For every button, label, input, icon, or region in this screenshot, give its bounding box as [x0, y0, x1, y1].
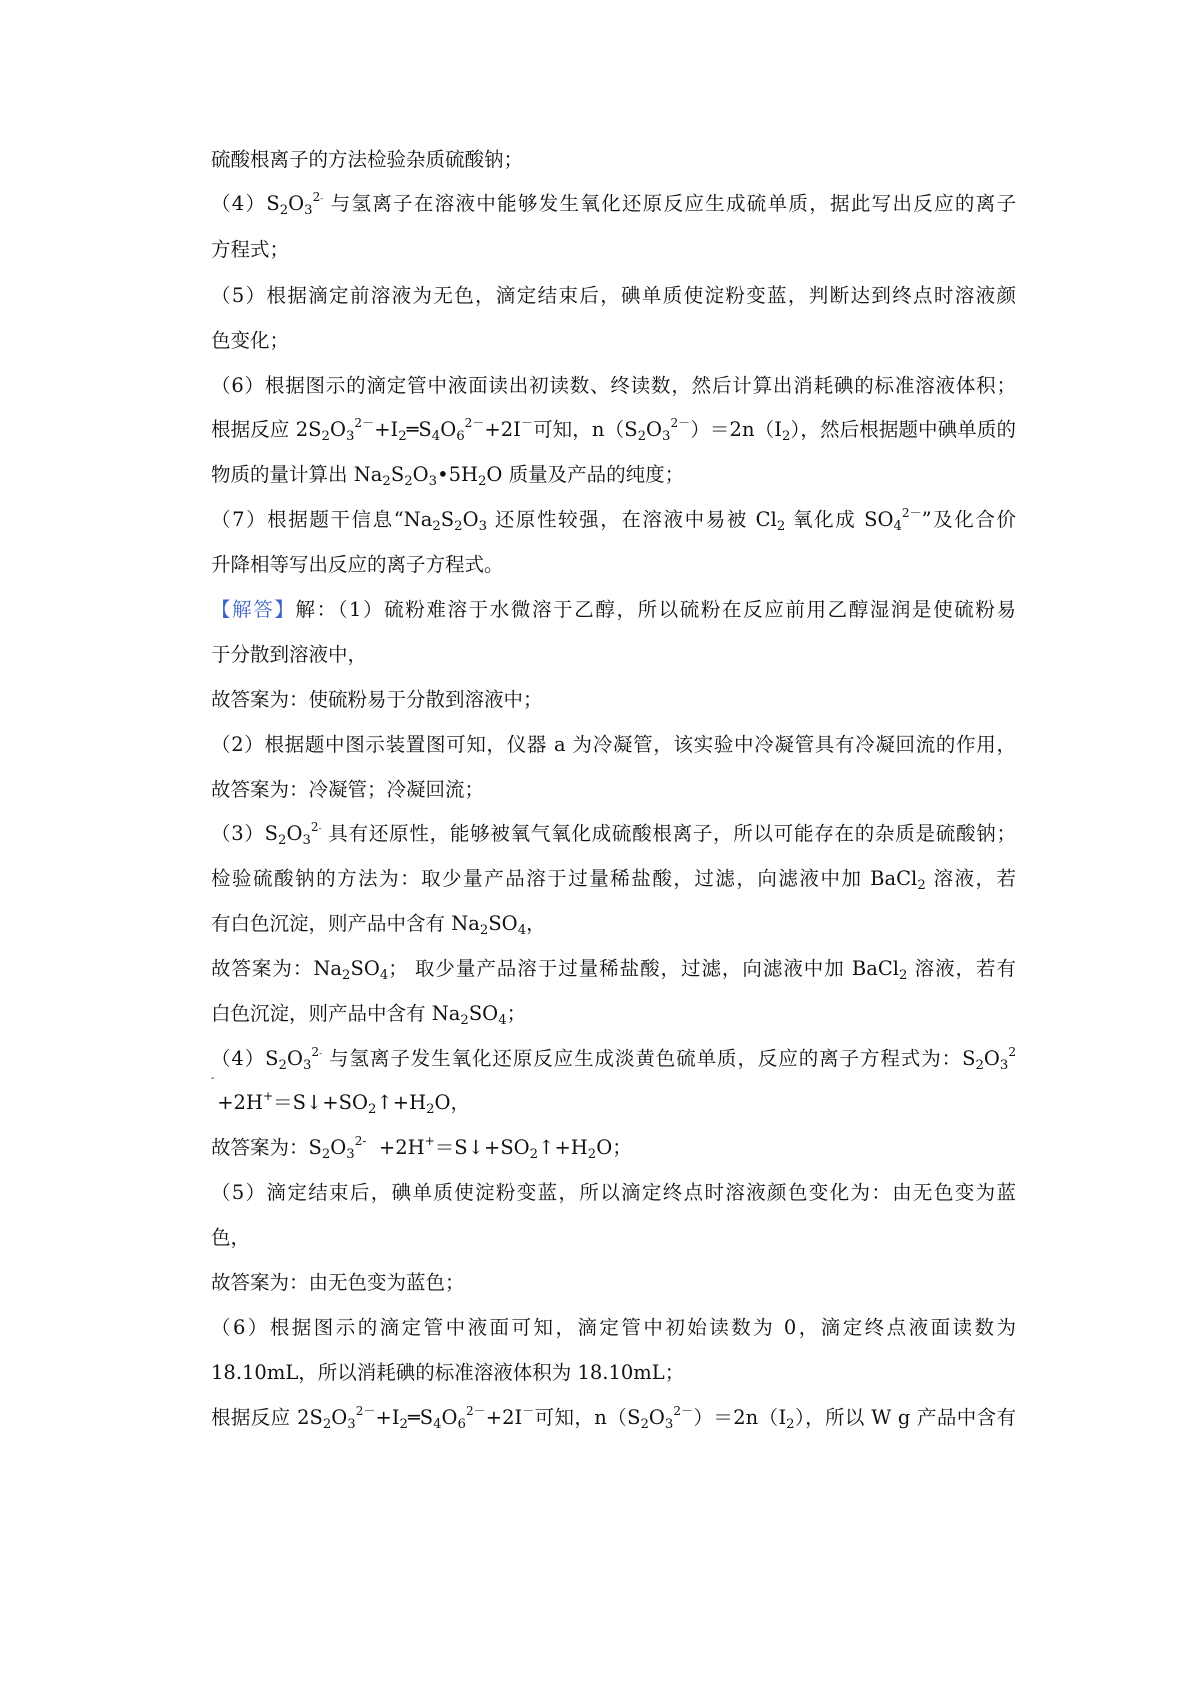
text-line: 18.10mL，所以消耗碘的标准溶液体积为 18.10mL；	[211, 1361, 685, 1384]
text-line: 故答案为：使硫粉易于分散到溶液中；	[211, 688, 543, 711]
text-line: （5）滴定结束后，碘单质使淀粉变蓝，所以滴定终点时溶液颜色变化为：由无色变为蓝	[211, 1181, 1016, 1204]
text-line: （7）根据题干信息“$Na_2S_2O_3$ 还原性较强，在溶液中易被 $Cl_2$ 氧化成 $SO_4^{2-}$”及化合价	[211, 505, 1016, 535]
text-line: 故答案为：$Na_2SO_4$； 取少量产品溶于过量稀盐酸，过滤，向滤液中加 BaCl$_2$ 溶液，若有	[211, 957, 1016, 984]
text-line: （5）根据滴定前溶液为无色，滴定结束后，碘单质使淀粉变蓝，判断达到终点时溶液颜	[211, 284, 1016, 307]
text-line: 色变化；	[211, 329, 290, 352]
text-line: 白色沉淀，则产品中含有 $Na_2SO_4$；	[211, 1002, 527, 1029]
text-line: 色，	[211, 1226, 251, 1249]
text-line: 根据反应 $2S_2O_3^{2-}+I_2═S_4O_6^{2-}+2I^-$可知，$n(S_2O_3^{2-})=2n(I_2)$，所以 W g 产品中含有	[211, 1403, 1016, 1433]
text-line: 故答案为：$S_2O_3^{2-}$ $+2H^+=S↓+SO_2↑+H_2O$；	[211, 1133, 632, 1163]
text-line: 根据反应 $2S_2O_3^{2-}+I_2═S_4O_6^{2-}+2I^-$可知，$n(S_2O_3^{2-})=2n(I_2)$，然后根据题中碘单质的	[211, 415, 1017, 445]
text-line: 故答案为：冷凝管；冷凝回流；	[211, 778, 485, 801]
answer-tag: 【解答】	[211, 598, 296, 621]
text-line: $+2H^+=S↓+SO_2↑+H_2O$，	[211, 1088, 471, 1118]
text-line: 硫酸根离子的方法检验杂质硫酸钠；	[211, 148, 524, 171]
text-line: 方程式；	[211, 238, 290, 261]
text-line: $(4)S_2O_3^{2-}$ 与氢离子在溶液中能够发生氧化还原反应生成硫单质，据此写出反应的离子	[211, 189, 1017, 219]
text-line: 升降相等写出反应的离子方程式。	[211, 553, 504, 576]
text-line: （2）根据题中图示装置图可知，仪器 a 为冷凝管，该实验中冷凝管具有冷凝回流的作用，	[211, 733, 1016, 756]
text-line: （6）根据图示的滴定管中液面可知，滴定管中初始读数为 0，滴定终点液面读数为	[211, 1316, 1016, 1339]
text-line: 故答案为：由无色变为蓝色；	[211, 1271, 465, 1294]
text-line: （6）根据图示的滴定管中液面读出初读数、终读数，然后计算出消耗碘的标准溶液体积；	[211, 374, 1016, 397]
text-line: $(3)S_2O_3^{2-}$ 具有还原性，能够被氧气氧化成硫酸根离子，所以可能存在的杂质是硫酸钠；	[211, 819, 1017, 849]
text-line: $(4)S_2O_3^{2-}$ 与氢离子发生氧化还原反应生成淡黄色硫单质，反应的离子方程式为：$S_2O_3^2$	[211, 1044, 1017, 1074]
text-line: 检验硫酸钠的方法为：取少量产品溶于过量稀盐酸，过滤，向滤液中加 BaCl$_2$ 溶液，若	[211, 867, 1017, 894]
text-line: 于分散到溶液中，	[211, 643, 368, 666]
charge-sign: -	[211, 1073, 215, 1084]
text-line: 有白色沉淀，则产品中含有 $Na_2SO_4$，	[211, 912, 546, 939]
text-line: 物质的量计算出 $Na_2S_2O_3•5H_2O$ 质量及产品的纯度；	[211, 463, 685, 490]
text-line: 【解答】解：（1）硫粉难溶于水微溶于乙醇，所以硫粉在反应前用乙醇湿润是使硫粉易	[211, 598, 1016, 621]
